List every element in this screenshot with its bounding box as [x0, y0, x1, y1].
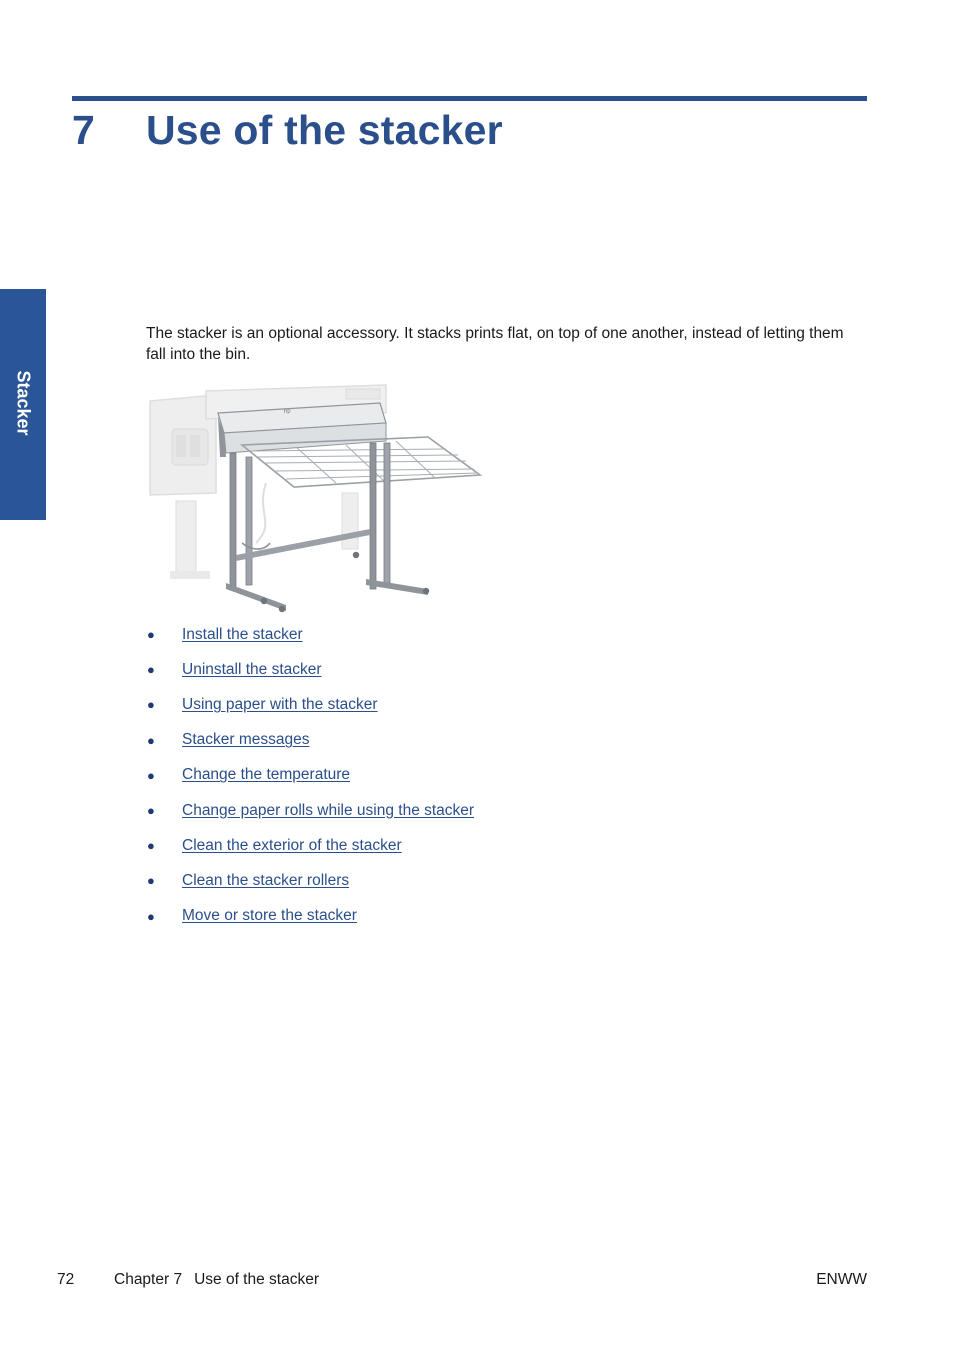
list-item — [146, 723, 474, 758]
bullet-icon: ● — [147, 662, 155, 678]
printer-logo: hp — [283, 408, 291, 415]
footer-chapter — [114, 1271, 319, 1289]
bullet-icon: ● — [147, 803, 155, 819]
link-clean-rollers[interactable]: Clean the stacker rollers — [182, 871, 350, 889]
list-item — [146, 617, 474, 652]
bullet-icon: ● — [147, 873, 155, 889]
list-item — [146, 687, 474, 722]
list-item — [146, 793, 474, 828]
footer-page-number: 72 — [57, 1271, 75, 1288]
chapter-heading — [72, 100, 503, 160]
bullet-icon: ● — [147, 838, 155, 854]
link-change-paper-rolls[interactable]: Change paper rolls while using the stacker — [182, 801, 475, 819]
chapter-title: Use of the stacker — [146, 106, 503, 153]
link-clean-exterior[interactable]: Clean the exterior of the stacker — [182, 836, 402, 854]
list-item — [146, 828, 474, 863]
link-move-store[interactable]: Move or store the stacker — [182, 907, 357, 925]
list-item — [146, 758, 474, 793]
list-item — [146, 863, 474, 898]
link-install-stacker[interactable]: Install the stacker — [182, 625, 303, 643]
bullet-icon: ● — [147, 627, 155, 643]
side-tab-label: Stacker — [13, 370, 34, 436]
link-change-temperature[interactable]: Change the temperature — [182, 766, 351, 784]
intro-paragraph: The stacker is an optional accessory. It stacks prints flat, on top of one another, instead of letting them fall into the bin. — [146, 325, 844, 363]
chapter-number: 7 — [72, 106, 96, 153]
list-item — [146, 899, 474, 934]
link-uninstall-stacker[interactable]: Uninstall the stacker — [182, 660, 322, 678]
bullet-icon: ● — [147, 732, 155, 748]
bullet-icon: ● — [147, 767, 155, 783]
stacker-illustration — [146, 383, 486, 615]
bullet-icon: ● — [147, 908, 155, 924]
link-using-paper[interactable]: Using paper with the stacker — [182, 695, 378, 713]
bullet-icon: ● — [147, 697, 155, 713]
footer-locale: ENWW — [816, 1271, 867, 1288]
chapter-topic-links — [146, 617, 474, 934]
footer-chapter-title: Use of the stacker — [194, 1271, 319, 1288]
list-item — [146, 652, 474, 687]
footer-chapter-label: Chapter 7 — [114, 1271, 183, 1288]
link-stacker-messages[interactable]: Stacker messages — [182, 731, 310, 749]
